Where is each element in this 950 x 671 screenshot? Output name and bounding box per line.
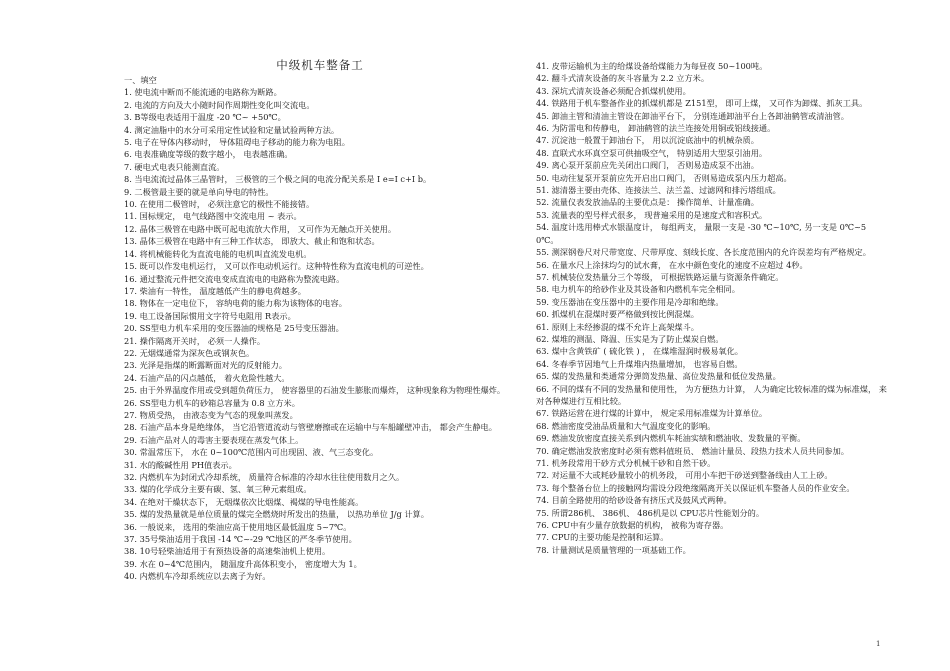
list-item: 48. 直联式水环真空泵可供抽吸空气， 特别适用大型泵引油用。 [536,147,768,158]
list-item: 60. 抓煤机在混煤时要严格做到按比例混煤。 [536,309,699,320]
list-item: 38. 10号轻柴油适用于有预热设备的高速柴油机上使用。 [124,546,331,557]
list-item: 73. 每个整备台位上的接触网均需设分段绝缘隔离开关以保证机车整备人员的作业安全。 [536,482,855,493]
list-item: 70. 确定燃油发放密度时必须有燃料值班员、 燃油计量员、段热力技术人员共同参加。 [536,445,849,456]
list-item: 8. 当电流流过晶体三晶管时， 三极管的三个极之间的电流分配关系是 I e=I c+I b。 [124,174,432,185]
list-item: 5. 电子在导体内移动时， 导体阻碍电子移动的能力称为电阻。 [124,137,350,148]
list-item: 3. B等级电表适用于温度 -20 ℃~ +50℃。 [124,112,286,123]
list-item: 71. 机务段常用干砂方式分机械干砂和自然干砂。 [536,458,716,468]
list-item: 9. 二极管最主要的就是单向导电的特性。 [124,186,274,197]
list-item: 19. 电工设备国际惯用文字符号电阻用 R表示。 [124,310,296,321]
list-item: 47. 沉淀池一般置于卸油台下， 用以沉淀底油中的机械杂质。 [536,135,759,146]
list-item: 76. CPU中有少量存放数据的机构， 被称为寄存器。 [536,520,729,531]
right-item-list [536,60,888,556]
list-item: 26. SS型电力机车的砂箱总容量为 0.8 立方米。 [124,397,300,408]
list-item: 34. 在绝对干燥状态下， 无烟煤依次比烟煤、褐煤的导电性能高。 [124,496,364,507]
list-item: 14. 将机械能转化为直流电能的电机叫直流发电机。 [124,248,312,259]
list-item: 68. 燃油密度受油品质量和大气温度变化的影响。 [536,420,716,431]
list-item: 50. 电动往复泵开泵前应先开启出口阀门， 否则易造成泵内压力超高。 [536,172,792,183]
list-item: 45. 卸油主管和清油主管设在卸油平台下， 分别连通卸油平台上各卸油鹤管或清油管。 [536,110,849,121]
list-item: 21. 操作隔离开关时， 必须一人操作。 [124,335,266,346]
list-item: 11. 国标规定， 电气线路图中交流电用 ~ 表示。 [124,211,302,222]
list-item: 78. 计量测试是质量管理的一项基础工作。 [536,544,691,555]
list-item: 41. 皮带运输机为主的给煤设备给煤能力为每昼夜 50~100吨。 [536,61,768,71]
list-item: 57. 机械装位发热量分三个等级， 可根据铁路运量与资源条件确定。 [536,271,784,282]
list-item: 7. 硬电式电表只能测直流。 [124,161,225,172]
list-item: 12. 晶体三极管在电路中既可起电流放大作用， 又可作为无触点开关使用。 [124,223,397,234]
left-item-list [124,86,516,582]
page-number: 1 [876,640,881,648]
list-item: 64. 冬春季节因地气上升煤堆内热量增加， 也容易自燃。 [536,358,743,369]
list-item: 36. 一般说来， 选用的柴油应高于使用地区最低温度 5~7℃。 [124,521,352,532]
list-item: 58. 电力机车的给砂作业及其设备和内燃机车完全相同。 [536,284,740,295]
list-item: 18. 物体在一定电位下， 容纳电荷的能力称为该物体的电容。 [124,298,347,309]
list-item: 2. 电流的方向及大小随时间作周期性变化叫交流电。 [124,99,315,110]
list-item: 51. 滤清器主要由壳体、连接法兰、法兰盖、过滤网和排污塔组成。 [536,185,781,196]
list-item: 55. 测深钢卷尺对尺带宽度、尺带厚度、刻线长度、各长度范围内的允许误差均有严格规定。 [536,247,871,258]
list-item: 63. 煤中含黄铁矿 ( 硫化铁 ) ， 在煤堆湿润时极易氧化。 [536,346,743,357]
list-item: 69. 燃油发放密度直接关系到内燃机车耗油实绩和燃油收、发数量的平衡。 [536,433,806,444]
list-item: 66. 不同的煤有不同的发热量和使用性， 为方便热力计算， 人为确定比较标准的煤为标准煤， 来对各种煤进行互相比较。 [536,383,887,406]
list-item: 6. 电表准确度等级的数字越小， 电表越准确。 [124,149,293,160]
section-heading: 一、填空 [124,75,157,85]
list-item: 20. SS型电力机车采用的变压器油的规格是 25号变压器油。 [124,323,344,334]
list-item: 44. 铁路用于机车整备作业的抓煤机都是 Z151型， 即可上煤， 又可作为卸煤、抓灰工具。 [536,98,868,109]
list-item: 31. 水的酸碱性用 PH值表示。 [124,459,237,470]
list-item: 39. 水在 0~4℃范围内， 随温度升高体积变小， 密度增大为 1。 [124,558,362,569]
list-item: 16. 通过整流元件把交流电变成直流电的电路称为整流电路。 [124,273,345,284]
list-item: 4. 测定油脂中的水分可采用定性试验和定量试验两种方法。 [124,124,340,135]
list-item: 17. 柴油有一特性， 温度越低产生的静电荷越多。 [124,285,306,296]
list-item: 28. 石油产品本身是绝缘体， 当它沿管道流动与管壁磨擦或在运输中与车船罐壁冲击， 都会产生静电。 [124,422,497,433]
list-item: 61. 原则上未经掺混的煤不允许上高架煤斗。 [536,321,699,332]
list-item: 56. 在量水尺上涂抹均匀的试水膏， 在水中颜色变化的速度不应超过 4秒。 [536,259,808,270]
list-item: 49. 离心泵开泵前应先关闭出口阀门， 否则易造成泵不出油。 [536,160,759,171]
list-item: 72. 对运量不大或耗砂量较小的机务段， 可用小车把干砂送到整备线由人工上砂。 [536,470,833,481]
page-title: 中级机车整备工 [276,58,364,72]
list-item: 1. 使电流中断而不能流通的电路称为断路。 [124,87,282,98]
list-item: 32. 内燃机车为封闭式冷却系统， 质量符合标准的冷却水往往使用数月之久。 [124,472,405,482]
list-item: 53. 流量表的型号样式很多， 现普遍采用的是速度式和容积式。 [536,209,768,220]
list-item: 24. 石油产品的闪点越低， 着火危险性越大。 [124,372,290,383]
list-item: 46. 为防雷电和传静电， 卸油鹤管的法兰连接处用铜或铝线接通。 [536,123,776,134]
list-item: 15. 既可以作发电机运行， 又可以作电动机运行。这种特性称为直流电机的可逆性。 [124,261,429,272]
list-item: 52. 流量仪表发放油品的主要优点是： 操作简单、计量准确。 [536,197,759,208]
list-item: 27. 物质受热， 由液态变为气态的现象叫蒸发。 [124,409,298,420]
list-item: 74. 目前全路使用的给砂设备有挤压式及鼓风式两种。 [536,495,732,506]
list-item: 22. 无烟煤通常为深灰色或钢灰色。 [124,347,255,358]
list-item: 33. 煤的化学成分主要有碳、氢、氧三种元素组成。 [124,484,312,495]
list-item: 35. 煤的发热量就是单位质量的煤完全燃烧时所发出的热量， 以热功单位 J/g 计算。 [124,509,429,520]
list-item: 40. 内燃机车冷却系统应以去离子为好。 [124,571,271,582]
list-item: 59. 变压器油在变压器中的主要作用是冷却和绝缘。 [536,296,724,307]
right-column [536,60,888,556]
list-item: 43. 深坑式清灰设备必须配合抓煤机使用。 [536,85,691,96]
list-item: 13. 晶体三极管在电路中有三种工作状态， 即放大、截止和饱和状态。 [124,236,380,247]
list-item: 30. 常温常压下， 水在 0~100℃范围内可出现固、液、气三态变化。 [124,447,379,458]
list-item: 29. 石油产品对人的毒害主要表现在蒸发气体上。 [124,434,304,445]
left-column [124,58,516,583]
list-item: 37. 35号柴油适用于我国 -14 ℃~-29 ℃地区的严冬季节使用。 [124,534,357,545]
list-item: 77. CPU的主要功能是控制和运算。 [536,532,669,543]
list-item: 62. 煤堆的测温、降温、压实是为了防止煤炭自燃。 [536,333,724,344]
list-item: 25. 由于外界温度作用或受到超负荷压力， 使容器里的石油发生膨胀而爆炸， 这种现象称为物理性爆炸。 [124,385,506,396]
list-item: 23. 光泽是指煤的断露断面对光的反射能力。 [124,360,287,371]
list-item: 65. 煤的发热量和类通常分弹筒发热量、高位发热量和低位发热量。 [536,371,781,382]
list-item: 67. 铁路运营在进行煤的计算中， 规定采用标准煤为计算单位。 [536,408,768,419]
list-item: 10. 在使用二极管时， 必须注意它的极性不能接错。 [124,199,315,210]
list-item: 42. 翻斗式清灰设备的灰斗容量为 2.2 立方米。 [536,73,710,84]
list-item: 54. 温度计选用棒式水银温度计， 每组两支， 量限一支是 -30 ℃~10℃, 另一支是 0℃~50℃。 [536,222,867,245]
list-item: 75. 所谓286机、 386机、 486机是以 CPU芯片性能划分的。 [536,507,765,518]
